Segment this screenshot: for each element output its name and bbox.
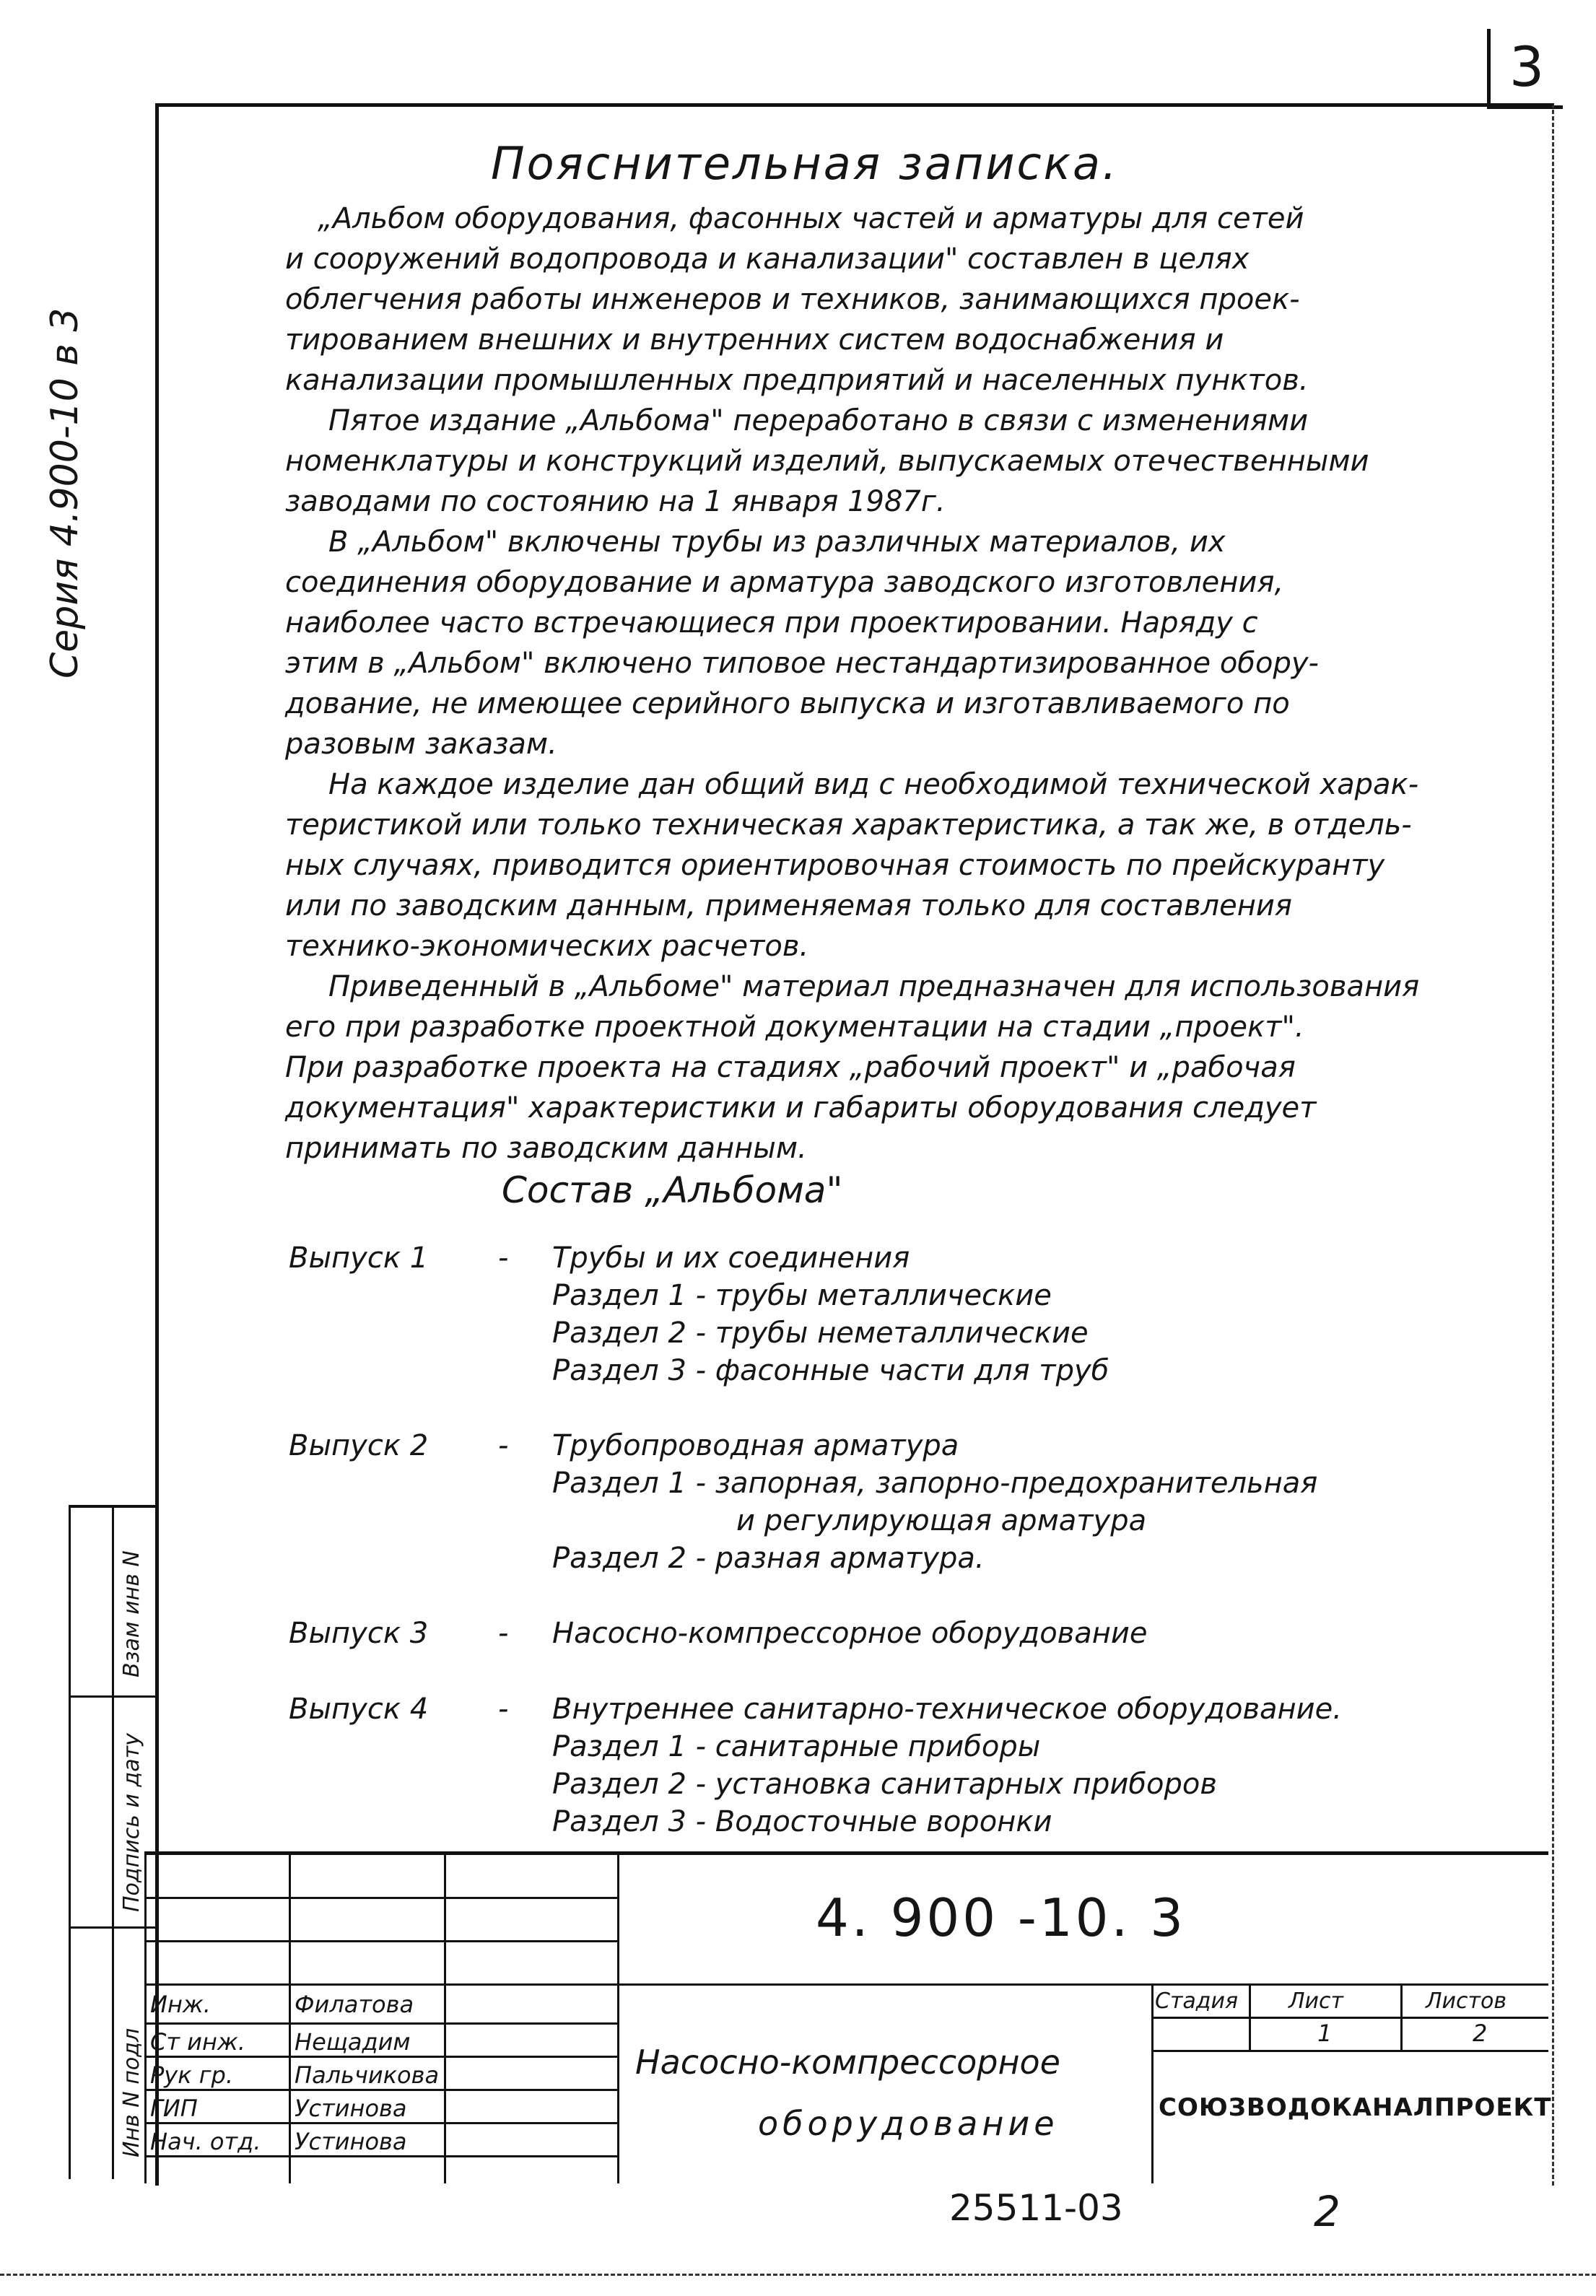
strip-divider (112, 1508, 114, 2179)
section-line: и регулирующая арматура (736, 1504, 1147, 1537)
section-line: Раздел 2 - разная арматура. (552, 1542, 985, 1575)
text-line: заводами по состоянию на 1 января 1987г. (285, 485, 946, 518)
series-label-vertical: Серия 4.900-10 в 3 (43, 307, 87, 678)
issue-dash: - (498, 1241, 509, 1275)
staff-name: Нещадим (295, 2028, 411, 2056)
issue-dash: - (498, 1429, 509, 1462)
text-line: документация" характеристики и габариты оборудования следует (285, 1091, 1317, 1125)
grid-line (144, 1855, 147, 2183)
grid-line (444, 1855, 446, 2183)
text-line: дование, не имеющее серийного выпуска и изготавливаемого по (285, 687, 1290, 720)
product-name-line2: оборудование (758, 2104, 1059, 2143)
text-line: При разработке проекта на стадиях „рабочий проект" и „рабочая (285, 1051, 1296, 1084)
issue-dash: - (498, 1617, 509, 1650)
text-line: технико-экономических расчетов. (285, 930, 809, 963)
grid-line (144, 1897, 617, 1899)
text-line: В „Альбом" включены трубы из различных материалов, их (328, 525, 1226, 559)
issue-label: Выпуск 4 (289, 1693, 429, 1726)
sheets-header: Листов (1426, 1989, 1507, 2014)
strip-cell-divider (69, 1695, 155, 1698)
stage-header: Стадия (1155, 1989, 1239, 2014)
footer-page-number: 2 (1314, 2187, 1340, 2236)
text-line: ных случаях, приводится ориентировочная стоимость по прейскуранту (285, 849, 1385, 882)
grid-line (144, 1983, 1548, 1986)
text-line: или по заводским данным, применяемая только для составления (285, 889, 1292, 922)
issue-label: Выпуск 1 (289, 1241, 429, 1275)
staff-role: Инж. (150, 1991, 211, 2018)
text-line: разовым заказам. (285, 728, 557, 761)
footer-number: 25511-03 (949, 2187, 1123, 2229)
text-line: Приведенный в „Альбоме" материал предназначен для использования (328, 970, 1420, 1003)
text-line: принимать по заводским данным. (285, 1132, 807, 1165)
grid-line (617, 1855, 619, 2183)
section-line: Раздел 1 - санитарные приборы (552, 1730, 1041, 1763)
text-line: наиболее часто встречающиеся при проектировании. Наряду с (285, 606, 1258, 640)
sheet-value: 1 (1317, 2020, 1333, 2047)
text-line: облегчения работы инженеров и техников, занимающихся проек- (285, 283, 1300, 316)
text-line: На каждое изделие дан общий вид с необходимой технической харак- (328, 768, 1419, 801)
side-stamp-strip (69, 1505, 155, 2179)
strip-label-inventory: Инв N подл (119, 2027, 144, 2157)
text-line: соединения оборудование и арматура заводского изготовления, (285, 566, 1284, 599)
grid-line (1151, 1983, 1154, 2183)
section-line: Раздел 2 - трубы неметаллические (552, 1317, 1089, 1350)
contents-heading: Состав „Альбома" (502, 1169, 843, 1211)
text-line: тированием внешних и внутренних систем водоснабжения и (285, 323, 1224, 357)
sheets-value: 2 (1473, 2020, 1488, 2047)
grid-line (1400, 1983, 1403, 2050)
text-line: Пятое издание „Альбома" переработано в связи с изменениями (328, 404, 1309, 437)
staff-name: Устинова (295, 2128, 407, 2155)
issue-label: Выпуск 2 (289, 1429, 429, 1462)
text-line: и сооружений водопровода и канализации" составлен в целях (285, 243, 1250, 276)
grid-line (144, 2056, 617, 2058)
text-line: канализации промышленных предприятий и населенных пунктов. (285, 364, 1309, 397)
staff-role: ГИП (150, 2095, 198, 2122)
grid-line (1151, 2017, 1548, 2019)
staff-name: Пальчикова (295, 2061, 440, 2089)
section-line: Раздел 1 - трубы металлические (552, 1279, 1052, 1312)
text-line: его при разработке проектной документации на стадии „проект". (285, 1010, 1304, 1044)
section-line: Раздел 3 - Водосточные воронки (552, 1805, 1052, 1838)
page-title: Пояснительная записка. (491, 137, 1119, 190)
title-block (144, 1851, 1552, 2183)
section-line: Раздел 2 - установка санитарных приборов (552, 1768, 1217, 1801)
grid-line (144, 2122, 617, 2124)
issue-title: Внутреннее санитарно-техническое оборудование. (552, 1693, 1343, 1726)
section-line: Раздел 1 - запорная, запорно-предохранительная (552, 1467, 1318, 1500)
text-line: „Альбом оборудования, фасонных частей и арматуры для сетей (318, 202, 1304, 235)
document-code: 4. 900 -10. 3 (816, 1887, 1187, 1948)
section-line: Раздел 3 - фасонные части для труб (552, 1354, 1109, 1387)
sheet-number: 3 (1487, 29, 1563, 109)
issue-title: Трубы и их соединения (552, 1241, 910, 1275)
text-line: номенклатуры и конструкций изделий, выпускаемых отечественными (285, 445, 1369, 478)
issue-dash: - (498, 1693, 509, 1726)
issue-title: Трубопроводная арматура (552, 1429, 959, 1462)
text-line: теристикой или только техническая характеристика, а так же, в отдель- (285, 808, 1412, 842)
staff-name: Устинова (295, 2095, 407, 2122)
strip-label-replacement: Взам инв N (119, 1550, 144, 1677)
bottom-edge-line (0, 2274, 1596, 2276)
grid-line (289, 1855, 291, 2183)
grid-line (1249, 1983, 1251, 2050)
sheet-header: Лист (1288, 1989, 1344, 2014)
issue-label: Выпуск 3 (289, 1617, 429, 1650)
organization-name: СОЮЗВОДОКАНАЛПРОЕКТ (1159, 2093, 1552, 2122)
strip-label-signature: Подпись и дату (119, 1733, 144, 1912)
grid-line (144, 2022, 617, 2025)
grid-line (144, 2155, 617, 2157)
grid-line (144, 1940, 617, 1942)
staff-role: Ст инж. (150, 2028, 245, 2056)
product-name-line1: Насосно-компрессорное (635, 2043, 1060, 2082)
staff-role: Рук гр. (150, 2061, 234, 2089)
issue-title: Насосно-компрессорное оборудование (552, 1617, 1148, 1650)
text-line: этим в „Альбом" включено типовое нестандартизированное обору- (285, 647, 1319, 680)
grid-line (1151, 2050, 1548, 2052)
strip-divider (69, 1508, 71, 2179)
staff-name: Филатова (295, 1991, 414, 2018)
strip-cell-divider (69, 1926, 155, 1929)
grid-line (144, 2089, 617, 2091)
staff-role: Нач. отд. (150, 2128, 261, 2155)
